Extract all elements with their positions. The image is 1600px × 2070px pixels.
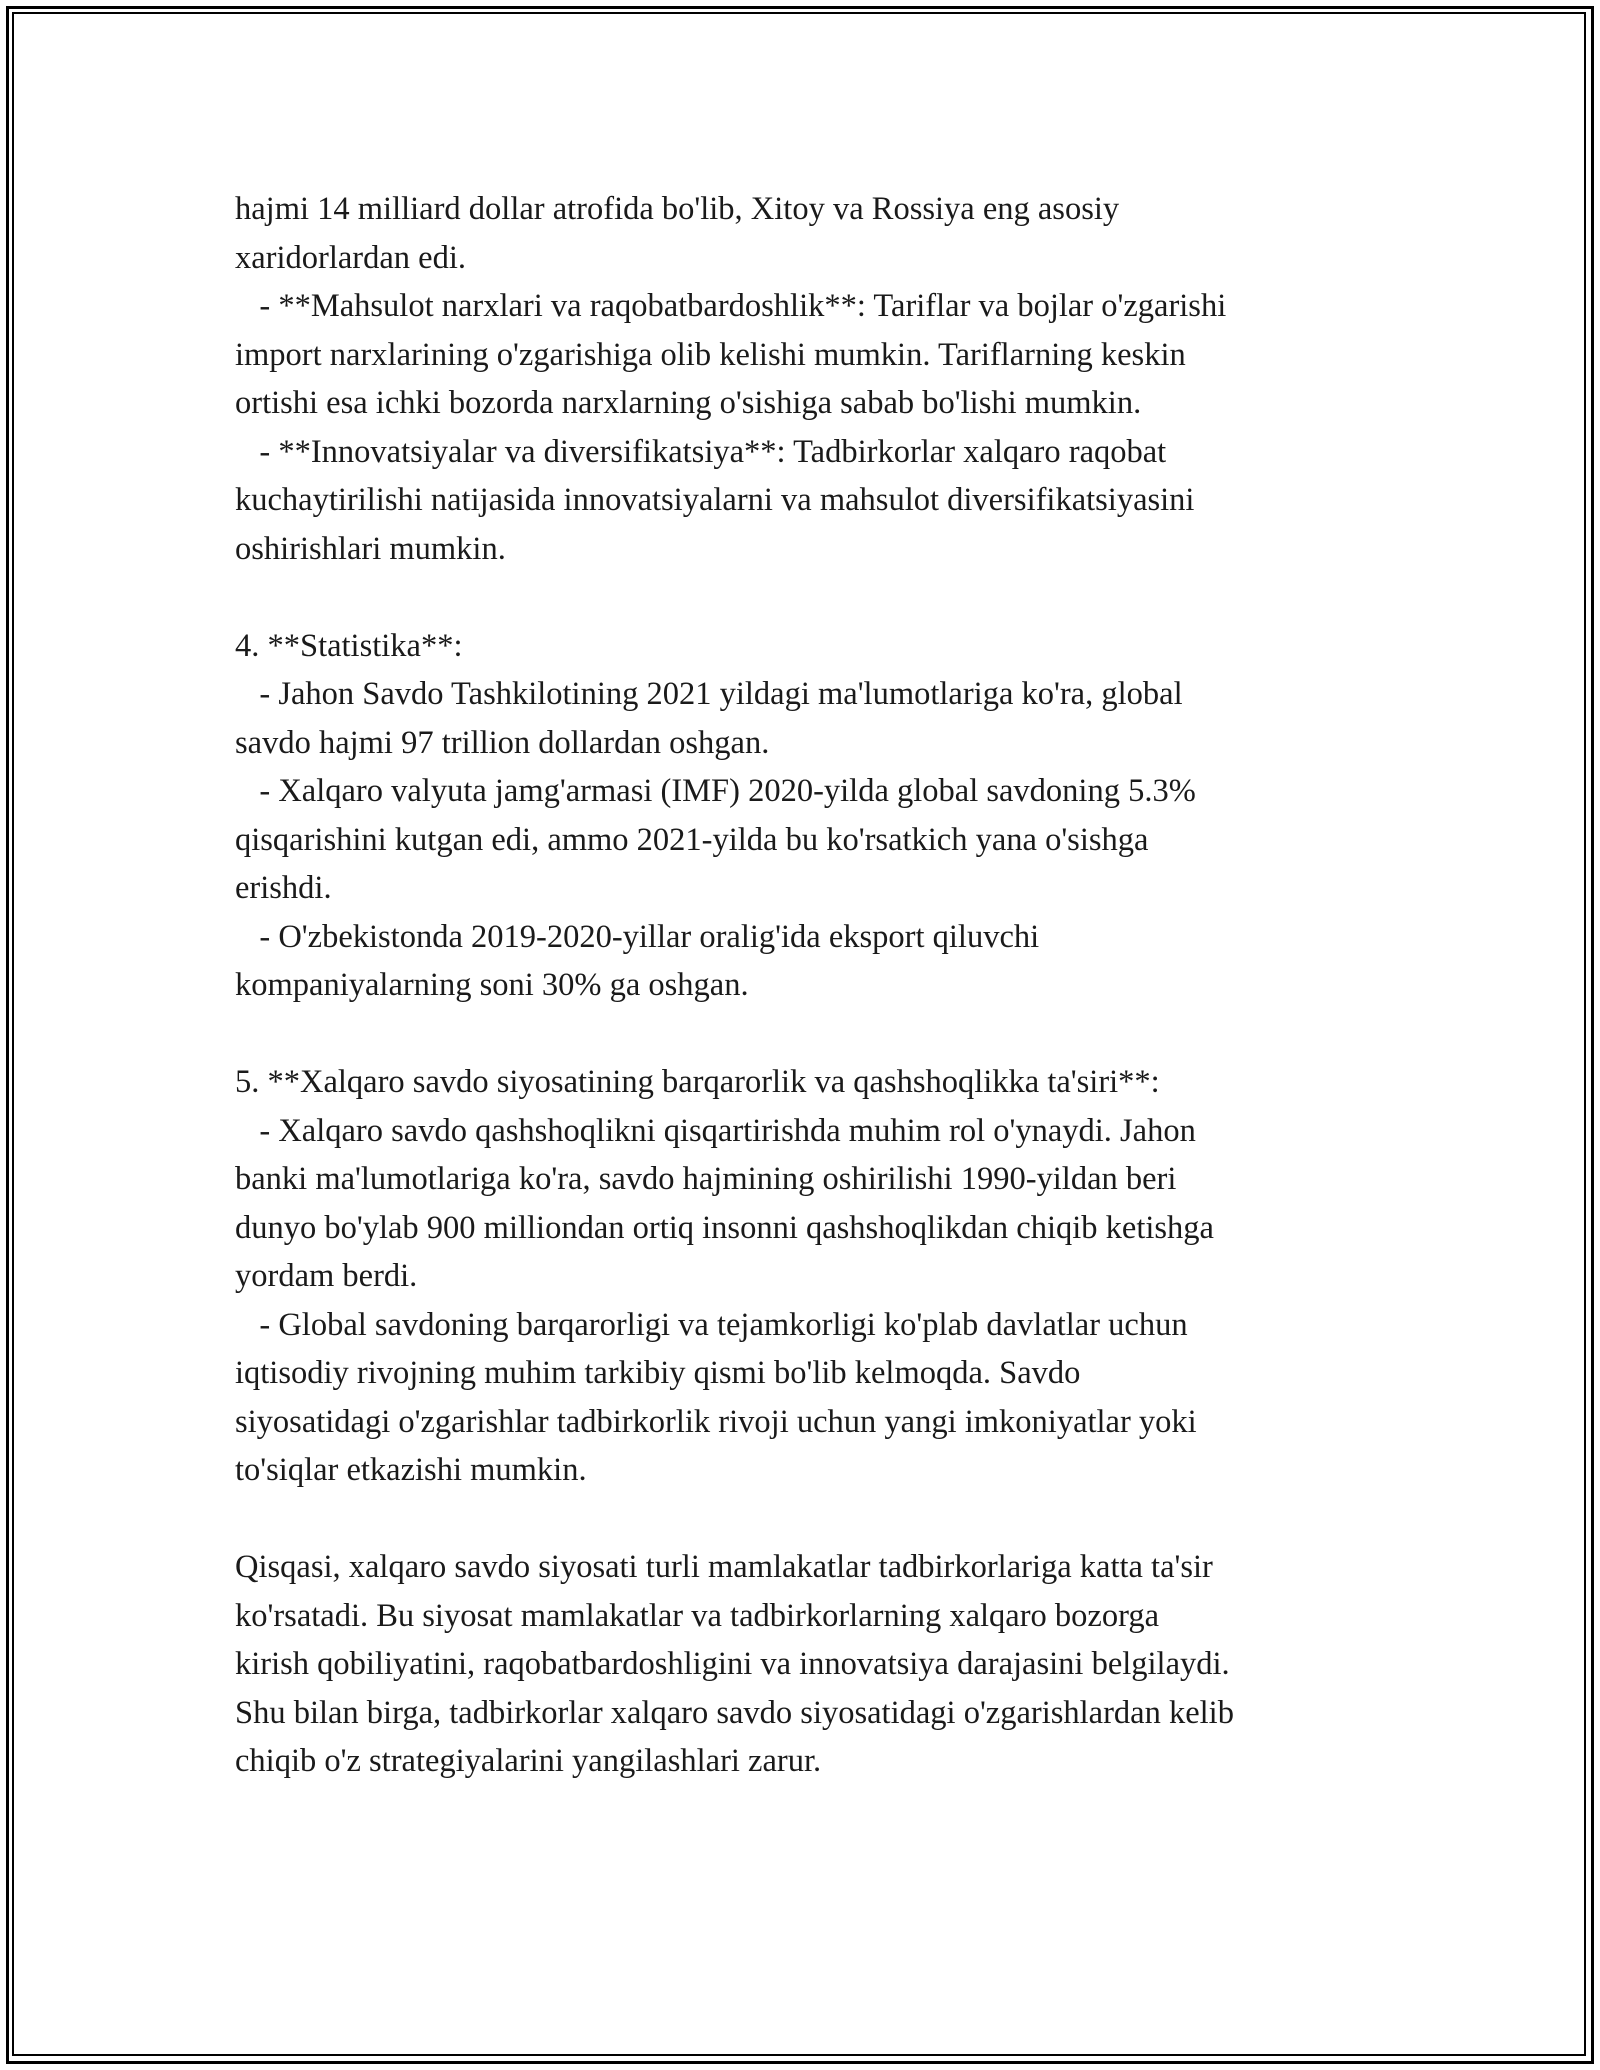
text-line: xaridorlardan edi.: [235, 239, 467, 276]
bullet-line: - **Innovatsiyalar va diversifikatsiya**: Tadbirkorlar xalqaro raqobat: [235, 433, 1167, 470]
text-line: dunyo bo'ylab 900 milliondan ortiq insonni qashshoqlikdan chiqib ketishga: [235, 1209, 1214, 1246]
text-line: import narxlarining o'zgarishiga olib kelishi mumkin. Tariflarning keskin: [235, 336, 1186, 373]
blank-line: [235, 1010, 1395, 1059]
section-heading: 5. **Xalqaro savdo siyosatining barqarorlik va qashshoqlikka ta'siri**:: [235, 1064, 1160, 1100]
bullet-line: - O'zbekistonda 2019-2020-yillar oralig'ida eksport qiluvchi: [235, 918, 1040, 955]
bullet-line: - Global savdoning barqarorligi va tejamkorligi ko'plab davlatlar uchun: [235, 1306, 1188, 1343]
conclusion-line: Shu bilan birga, tadbirkorlar xalqaro savdo siyosatidagi o'zgarishlardan kelib: [235, 1694, 1234, 1731]
text-line: siyosatidagi o'zgarishlar tadbirkorlik rivoji uchun yangi imkoniyatlar yoki: [235, 1403, 1197, 1440]
conclusion-line: Qisqasi, xalqaro savdo siyosati turli mamlakatlar tadbirkorlariga katta ta'sir: [235, 1549, 1213, 1585]
conclusion-line: ko'rsatadi. Bu siyosat mamlakatlar va tadbirkorlarning xalqaro bozorga: [235, 1597, 1160, 1634]
text-line: to'siqlar etkazishi mumkin.: [235, 1452, 587, 1488]
bullet-line: - Xalqaro valyuta jamg'armasi (IMF) 2020-yilda global savdoning 5.3%: [235, 773, 1196, 809]
text-line: banki ma'lumotlariga ko'ra, savdo hajmining oshirilishi 1990-yildan beri: [235, 1161, 1177, 1197]
text-line: hajmi 14 milliard dollar atrofida bo'lib, Xitoy va Rossiya eng asosiy: [235, 191, 1120, 227]
bullet-line: - **Mahsulot narxlari va raqobatbardoshlik**: Tariflar va bojlar o'zgarishi: [235, 288, 1227, 324]
text-line: savdo hajmi 97 trillion dollardan oshgan.: [235, 724, 770, 761]
text-line: erishdi.: [235, 870, 332, 906]
text-line: qisqarishini kutgan edi, ammo 2021-yilda bu ko'rsatkich yana o'sishga: [235, 821, 1149, 858]
text-line: oshirishlari mumkin.: [235, 530, 506, 567]
blank-line: [235, 573, 1395, 622]
text-line: iqtisodiy rivojning muhim tarkibiy qismi bo'lib kelmoqda. Savdo: [235, 1355, 1081, 1391]
bullet-line: - Jahon Savdo Tashkilotining 2021 yildagi ma'lumotlariga ko'ra, global: [235, 676, 1183, 712]
section-heading: 4. **Statistika**:: [235, 627, 463, 664]
conclusion-line: kirish qobiliyatini, raqobatbardoshligini va innovatsiya darajasini belgilaydi.: [235, 1646, 1230, 1682]
blank-line: [235, 1495, 1395, 1544]
bullet-line: - Xalqaro savdo qashshoqlikni qisqartirishda muhim rol o'ynaydi. Jahon: [235, 1112, 1196, 1149]
text-line: ortishi esa ichki bozorda narxlarning o'sishiga sabab bo'lishi mumkin.: [235, 385, 1142, 421]
conclusion-line: chiqib o'z strategiyalarini yangilashlari zarur.: [235, 1743, 822, 1779]
text-line: kompaniyalarning soni 30% ga oshgan.: [235, 967, 749, 1003]
document-body: [235, 185, 1395, 1786]
text-line: yordam berdi.: [235, 1258, 418, 1294]
text-line: kuchaytirilishi natijasida innovatsiyalarni va mahsulot diversifikatsiyasini: [235, 482, 1195, 518]
